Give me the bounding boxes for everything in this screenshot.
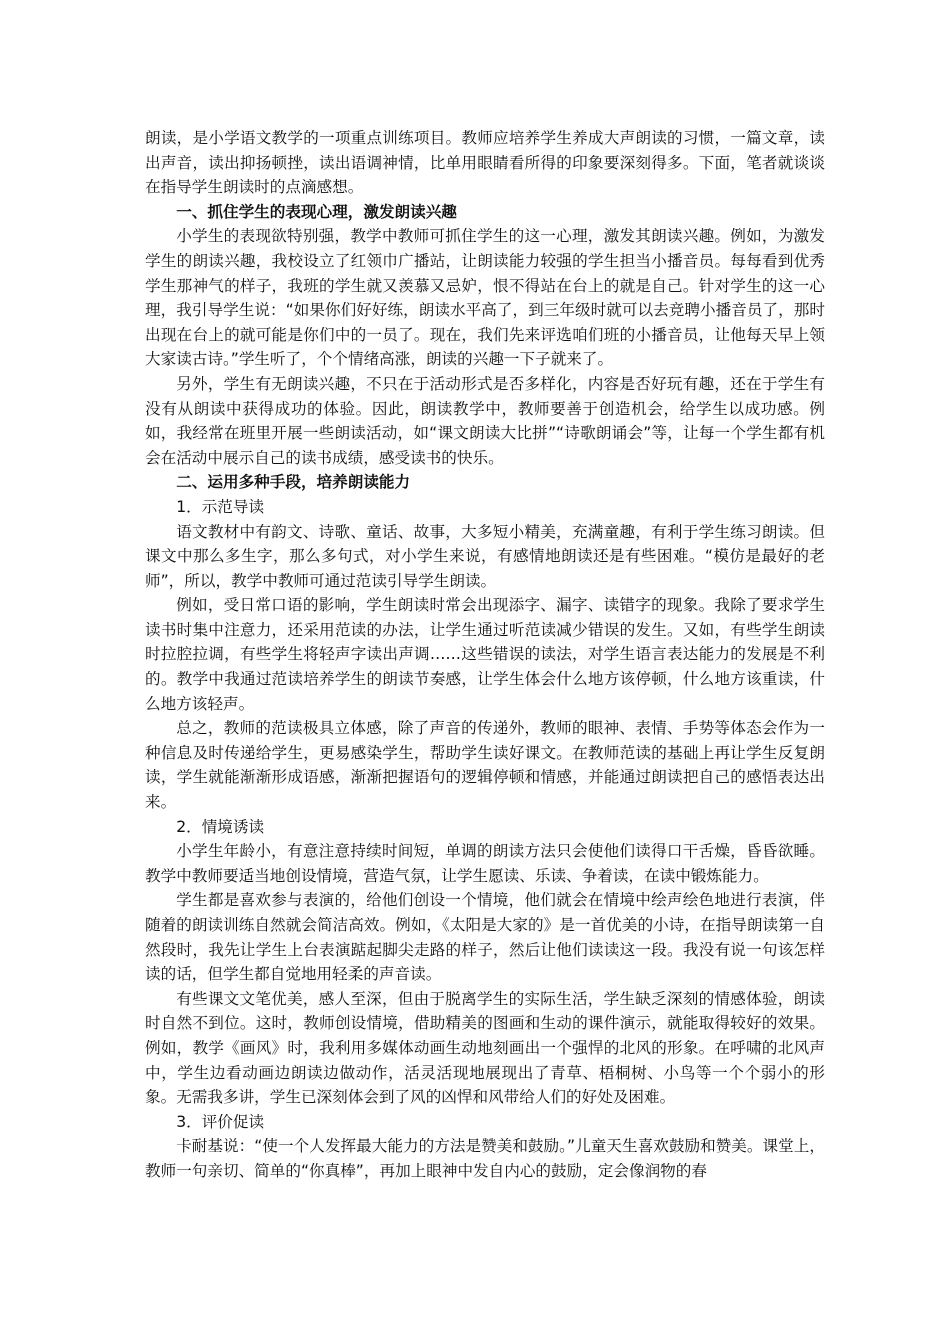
subsection-heading-1: 1．示范导读	[176, 497, 265, 516]
body-paragraph: 小学生年龄小，有意注意持续时间短，单调的朗读方法只会使他们读得口干舌燥，昏昏欲睡。教学中教师要适当地创设情境，营造气氛，让学生愿读、乐读、争着读，在读中锻炼能力。	[145, 842, 825, 885]
document-page	[145, 126, 825, 1184]
body-paragraph: 卡耐基说：“使一个人发挥最大能力的方法是赞美和鼓励。”儿童天生喜欢鼓励和赞美。课堂上，教师一句亲切、简单的“你真棒”，再加上眼神中发自内心的鼓励，定会像润物的春	[145, 1137, 825, 1180]
body-paragraph: 小学生的表现欲特别强，教学中教师可抓住学生的这一心理，激发其朗读兴趣。例如，为激发学生的朗读兴趣，我校设立了红领巾广播站，让朗读能力较强的学生担当小播音员。每每看到优秀学生那神气的样子，我班的学生就又羡慕又忌妒，恨不得站在台上的就是自己。针对学生的这一心理，我引导学生说：“如果你们好好练，朗读水平高了，到三年级时就可以去竞聘小播音员了，那时出现在台上的就可能是你们中的一员了。现在，我们先来评选咱们班的小播音员，让他每天早上领大家读古诗。”学生听了，个个情绪高涨，朗读的兴趣一下子就来了。	[145, 227, 825, 369]
intro-paragraph: 朗读，是小学语文教学的一项重点训练项目。教师应培养学生养成大声朗读的习惯，一篇文章，读出声音，读出抑扬顿挫，读出语调神情，比单用眼睛看所得的印象要深刻得多。下面，笔者就谈谈在指导学生朗读时的点滴感想。	[145, 129, 825, 197]
body-paragraph: 语文教材中有韵文、诗歌、童话、故事，大多短小精美，充满童趣，有利于学生练习朗读。但课文中那么多生字，那么多句式，对小学生来说，有感情地朗读还是有些困难。“模仿是最好的老师”，所以，教学中教师可通过范读引导学生朗读。	[145, 522, 825, 590]
body-paragraph: 总之，教师的范读极具立体感，除了声音的传递外，教师的眼神、表情、手势等体态会作为一种信息及时传递给学生，更易感染学生，帮助学生读好课文。在教师范读的基础上再让学生反复朗读，学生就能渐渐形成语感，渐渐把握语句的逻辑停顿和情感，并能通过朗读把自己的感悟表达出来。	[145, 719, 825, 812]
body-paragraph: 另外，学生有无朗读兴趣，不只在于活动形式是否多样化，内容是否好玩有趣，还在于学生有没有从朗读中获得成功的体验。因此，朗读教学中，教师要善于创造机会，给学生以成功感。例如，我经常在班里开展一些朗读活动，如“课文朗读大比拼”“诗歌朗诵会”等，让每一个学生都有机会在活动中展示自己的读书成绩，感受读书的快乐。	[145, 374, 825, 467]
body-paragraph: 有些课文文笔优美，感人至深，但由于脱离学生的实际生活，学生缺乏深刻的情感体验，朗读时自然不到位。这时，教师创设情境，借助精美的图画和生动的课件演示，就能取得较好的效果。例如，教学《画风》时，我利用多媒体动画生动地刻画出一个强悍的北风的形象。在呼啸的北风声中，学生边看动画边朗读边做动作，活灵活现地展现出了青草、梧桐树、小鸟等一个个弱小的形象。无需我多讲，学生已深刻体会到了风的凶悍和风带给人们的好处及困难。	[145, 989, 825, 1107]
body-paragraph: 学生都是喜欢参与表演的，给他们创设一个情境，他们就会在情境中绘声绘色地进行表演，伴随着的朗读训练自然就会简洁高效。例如，《太阳是大家的》是一首优美的小诗，在指导朗读第一自然段时，我先让学生上台表演踮起脚尖走路的样子，然后让他们读读这一段。我没有说一句该怎样读的话，但学生都自觉地用轻柔的声音读。	[145, 891, 825, 984]
body-paragraph: 例如，受日常口语的影响，学生朗读时常会出现添字、漏字、读错字的现象。我除了要求学生读书时集中注意力，还采用范读的办法，让学生通过听范读减少错误的发生。又如，有些学生朗读时拉腔拉调，有些学生将轻声字读出声调……这些错误的读法，对学生语言表达能力的发展是不利的。教学中我通过范读培养学生的朗读节奏感，让学生体会什么地方该停顿，什么地方该重读，什么地方该轻声。	[145, 596, 825, 713]
subsection-heading-2: 2．情境诱读	[176, 817, 265, 836]
subsection-heading-3: 3．评价促读	[176, 1112, 265, 1131]
section-heading-2: 二、运用多种手段，培养朗读能力	[176, 473, 411, 492]
section-heading-1: 一、抓住学生的表现心理，激发朗读兴趣	[176, 202, 457, 221]
